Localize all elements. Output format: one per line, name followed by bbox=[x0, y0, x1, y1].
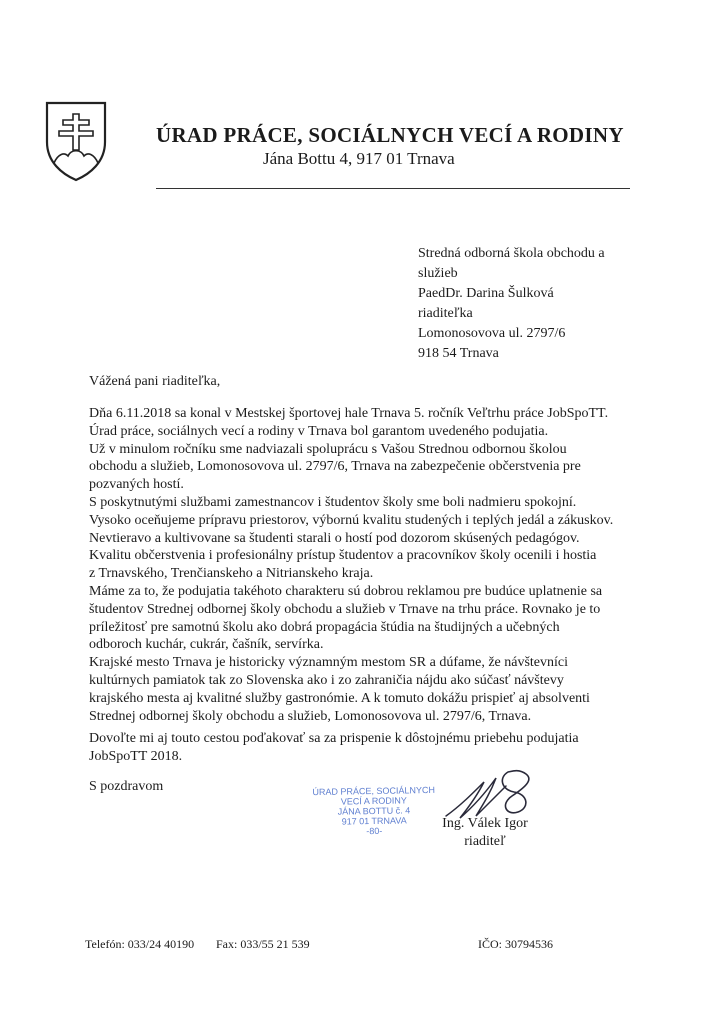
signer-block bbox=[425, 815, 545, 851]
body-line: S poskytnutými službami zamestnancov i študentov školy sme boli nadmieru spokojní. bbox=[89, 494, 577, 510]
recipient-line: PaedDr. Darina Šulková bbox=[418, 286, 554, 301]
body-line: Krajské mesto Trnava je historicky významným mestom SR a dúfame, že návštevníci bbox=[89, 655, 569, 671]
footer-ico: IČO: 30794536 bbox=[478, 937, 553, 951]
stamp-line: VECÍ A RODINY bbox=[340, 795, 407, 807]
body-line: Úrad práce, sociálnych vecí a rodiny v Trnava bol garantom uvedeného podujatia. bbox=[89, 423, 549, 439]
organization-address: Jána Bottu 4, 917 01 Trnava bbox=[263, 149, 455, 168]
closing-line: JobSpoTT 2018. bbox=[89, 749, 183, 764]
body-line: kultúrnych pamiatok tak zo Slovenska ako i zo zahraničia nájdu ako súčasť návštevy bbox=[89, 672, 564, 688]
closing-line: Dovoľte mi aj touto cestou poďakovať sa za prispenie k dôstojnému priebehu podujatia bbox=[89, 731, 579, 746]
body-line: krajského mesta aj kvalitné služby gastronómie. A k tomuto dokážu prispieť aj absolventi bbox=[89, 690, 590, 706]
slovak-coat-of-arms-icon bbox=[44, 100, 108, 182]
body-line: Dňa 6.11.2018 sa konal v Mestskej športovej hale Trnava 5. ročník Veľtrhu práce JobSpoTT. bbox=[89, 406, 609, 421]
body-line: Strednej odbornej školy obchodu a služieb, Lomonosovova ul. 2797/6, Trnava. bbox=[89, 708, 532, 724]
letter-body bbox=[89, 405, 689, 725]
footer-fax: Fax: 033/55 21 539 bbox=[216, 937, 310, 951]
recipient-address-block bbox=[418, 244, 668, 364]
regards: S pozdravom bbox=[89, 779, 164, 794]
recipient-line: Lomonosovova ul. 2797/6 bbox=[418, 326, 566, 341]
body-line: Už v minulom ročníku sme nadviazali spoluprácu s Vašou Strednou odbornou školou bbox=[89, 441, 567, 457]
body-line: Máme za to, že podujatia takéhoto charakteru sú dobrou reklamou pre budúce uplatnenie sa bbox=[89, 583, 603, 599]
body-line: príležitosť pre samotnú školu ako dobrá propagácia štúdia na študijných a učebných bbox=[89, 619, 560, 635]
recipient-line: Stredná odborná škola obchodu a bbox=[418, 246, 605, 261]
body-line: odboroch kuchár, cukrár, čašník, servírka. bbox=[89, 637, 324, 653]
body-line: Kvalitu občerstvenia i profesionálny prístup študentov a pracovníkov školy ocenili i hostia bbox=[89, 548, 597, 564]
closing-paragraph bbox=[89, 730, 579, 766]
recipient-line: riaditeľka bbox=[418, 306, 473, 321]
recipient-line: služieb bbox=[418, 266, 458, 281]
footer-phone: Telefón: 033/24 40190 bbox=[85, 937, 195, 951]
signer-title: riaditeľ bbox=[464, 834, 506, 849]
salutation: Vážená pani riaditeľka, bbox=[89, 374, 221, 389]
body-line: Nevtieravo a kultivovane sa študenti starali o hostí pod dozorom skúsených pedagógov. bbox=[89, 530, 580, 546]
header-divider bbox=[156, 188, 630, 189]
body-line: študentov Strednej odbornej školy obchodu a služieb v Trnave na trhu práce. Rovnako je to bbox=[89, 601, 601, 617]
organization-name: ÚRAD PRÁCE, SOCIÁLNYCH VECÍ A RODINY bbox=[156, 123, 624, 147]
recipient-line: 918 54 Trnava bbox=[418, 346, 499, 361]
body-line: pozvaných hostí. bbox=[89, 477, 184, 493]
stamp-line: -80- bbox=[366, 825, 383, 837]
body-line: Vysoko oceňujeme prípravu priestorov, výbornú kvalitu studených i teplých jedál a zákuskov. bbox=[89, 512, 614, 528]
stamp-line: 917 01 TRNAVA bbox=[341, 815, 407, 827]
stamp-line: ÚRAD PRÁCE, SOCIÁLNYCH bbox=[312, 784, 435, 798]
signer-name: Ing. Válek Igor bbox=[442, 816, 528, 831]
body-line: z Trnavského, Trenčianskeho a Nitrianskeho kraja. bbox=[89, 566, 374, 582]
stamp-line: JÁNA BOTTU č. 4 bbox=[337, 805, 411, 817]
body-line: obchodu a služieb, Lomonosovova ul. 2797/6, Trnava na zabezpečenie občerstvenia pre bbox=[89, 459, 581, 475]
